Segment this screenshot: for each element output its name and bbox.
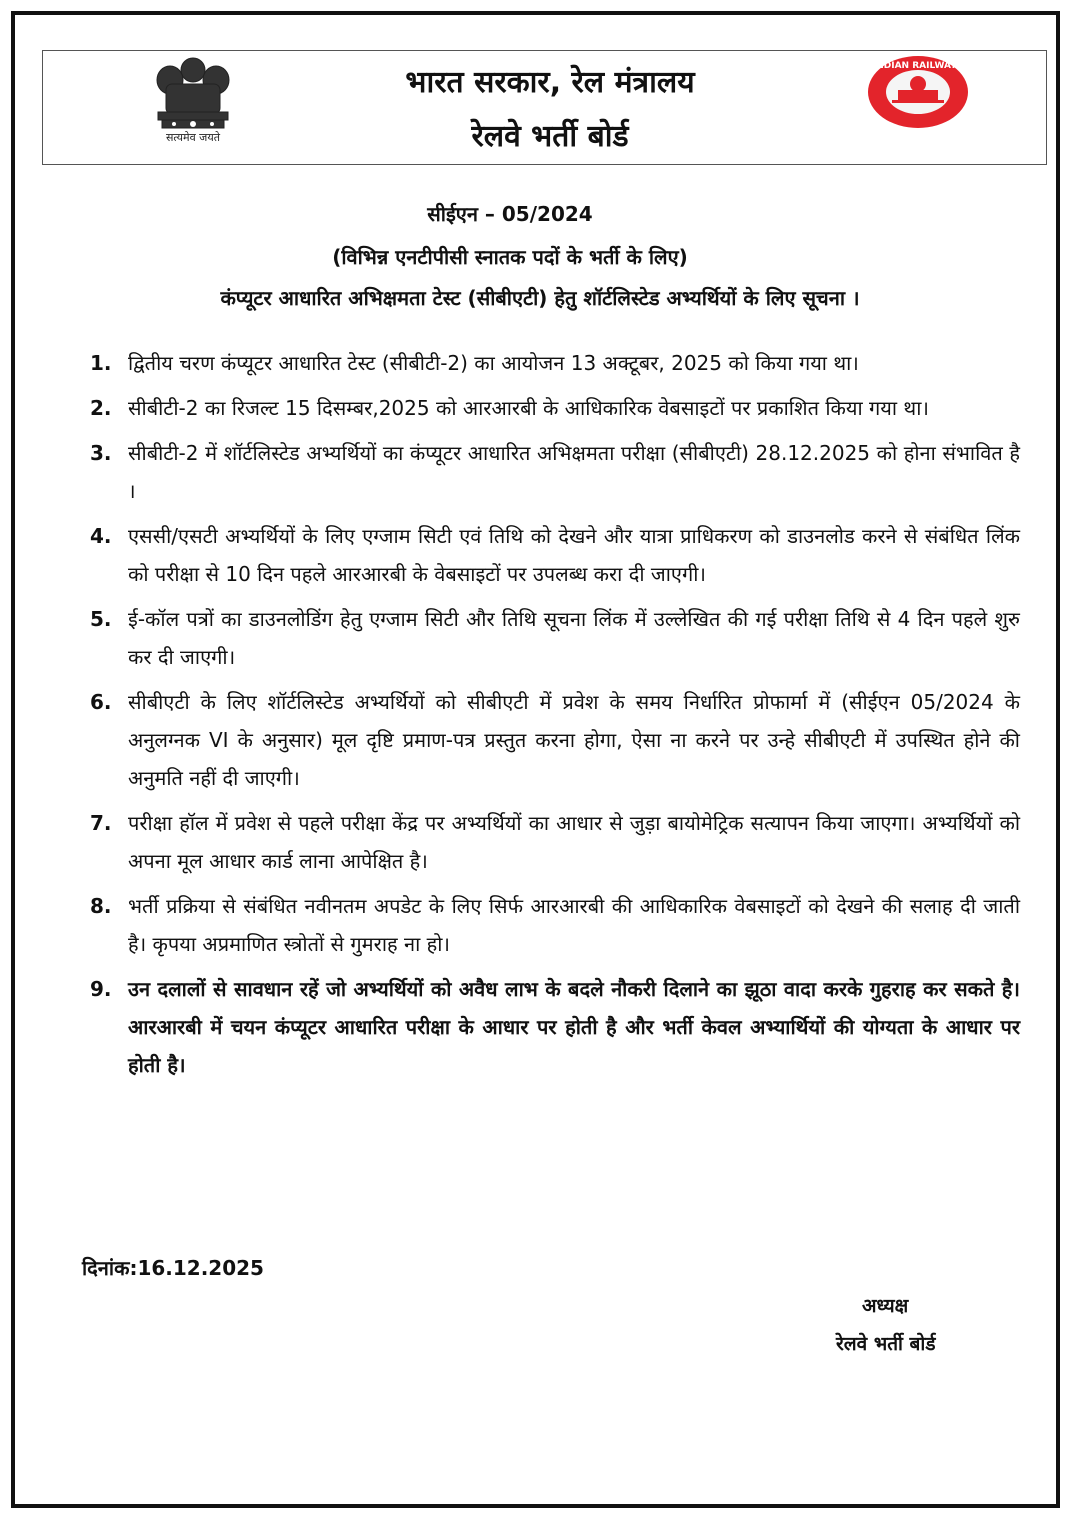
signatory-org: रेलवे भर्ती बोर्ड	[836, 1333, 936, 1355]
item-number: 5.	[90, 607, 112, 631]
cen-number: सीईएन – 05/2024	[427, 202, 593, 226]
item-text: द्वितीय चरण कंप्यूटर आधारित टेस्ट (सीबीटी-2) का आयोजन 13 अक्टूबर, 2025 को किया गया था।	[128, 351, 859, 375]
item-text: सीबीएटी के लिए शॉर्टलिस्टेड अभ्यर्थियों को सीबीएटी में प्रवेश के समय निर्धारित प्रोफार्मा में (सीईएन 05/2024 के अनुलग्नक VI के अनुसार) मूल दृष्टि प्रमाण-पत्र प्रस्तुत करना होगा, ऐसा ना करने पर उन्हे सीबीएटी में उपस्थित होने की अनुमति नहीं दी जाएगी।	[128, 690, 1020, 790]
list-item	[90, 344, 1020, 382]
item-text: एससी/एसटी अभ्यर्थियों के लिए एग्जाम सिटी एवं तिथि को देखने और यात्रा प्राधिकरण को डाउनलोड करने से संबंधित लिंक को परीक्षा से 10 दिन पहले आरआरबी के वेबसाइटों पर उपलब्ध करा दी जाएगी।	[128, 524, 1020, 586]
item-number: 7.	[90, 811, 112, 835]
item-text: परीक्षा हॉल में प्रवेश से पहले परीक्षा केंद्र पर अभ्यर्थियों का आधार से जुड़ा बायोमेट्रिक सत्यापन किया जाएगा। अभ्यर्थियों को अपना मूल आधार कार्ड लाना आपेक्षित है।	[128, 811, 1020, 873]
item-number: 9.	[90, 977, 112, 1001]
item-text: सीबीटी-2 में शॉर्टलिस्टेड अभ्यर्थियों का कंप्यूटर आधारित अभिक्षमता परीक्षा (सीबीएटी) 28.12.2025 को होना संभावित है ।	[128, 441, 1020, 503]
notice-heading: कंप्यूटर आधारित अभिक्षमता टेस्ट (सीबीएटी) हेतु शॉर्टलिस्टेड अभ्यर्थियों के लिए सूचना ।	[220, 286, 860, 310]
list-item	[90, 683, 1020, 797]
item-number: 1.	[90, 351, 112, 375]
board-title: रेलवे भर्ती बोर्ड	[471, 119, 629, 154]
list-item	[90, 970, 1020, 1084]
list-item	[90, 887, 1020, 963]
list-item	[90, 389, 1020, 427]
item-text: सीबीटी-2 का रिजल्ट 15 दिसम्बर,2025 को आरआरबी के आधिकारिक वेबसाइटों पर प्रकाशित किया गया था।	[128, 396, 929, 420]
ministry-title: भारत सरकार, रेल मंत्रालय	[405, 65, 695, 100]
list-item	[90, 517, 1020, 593]
signatory-title: अध्यक्ष	[862, 1295, 909, 1317]
item-text: उन दलालों से सावधान रहें जो अभ्यर्थियों को अवैध लाभ के बदले नौकरी दिलाने का झूठा वादा करके गुहराह कर सकते है। आरआरबी में चयन कंप्यूटर आधारित परीक्षा के आधार पर होती है और भर्ती केवल अभ्यार्थियों की योग्यता के आधार पर होती है।	[128, 977, 1020, 1077]
indian-railways-logo	[866, 54, 970, 130]
notice-subtitle: (विभिन्न एनटीपीसी स्नातक पदों के भर्ती के लिए)	[332, 245, 688, 269]
notice-items-list	[90, 344, 1020, 1091]
list-item	[90, 600, 1020, 676]
item-number: 8.	[90, 894, 112, 918]
item-number: 2.	[90, 396, 112, 420]
list-item	[90, 434, 1020, 510]
emblem-motto: सत्यमेव जयते	[165, 131, 220, 144]
item-number: 3.	[90, 441, 112, 465]
logo-text: INDIAN RAILWAYS	[872, 61, 964, 71]
item-text: ई-कॉल पत्रों का डाउनलोडिंग हेतु एग्जाम सिटी और तिथि सूचना लिंक में उल्लेखित की गई परीक्षा तिथि से 4 दिन पहले शुरु कर दी जाएगी।	[128, 607, 1020, 669]
item-number: 6.	[90, 690, 112, 714]
notice-date: दिनांक:16.12.2025	[82, 1256, 264, 1280]
list-item	[90, 804, 1020, 880]
item-text: भर्ती प्रक्रिया से संबंधित नवीनतम अपडेट के लिए सिर्फ आरआरबी की आधिकारिक वेबसाइटों को देखने की सलाह दी जाती है। कृपया अप्रमाणित स्त्रोतों से गुमराह ना हो।	[128, 894, 1020, 956]
item-number: 4.	[90, 524, 112, 548]
